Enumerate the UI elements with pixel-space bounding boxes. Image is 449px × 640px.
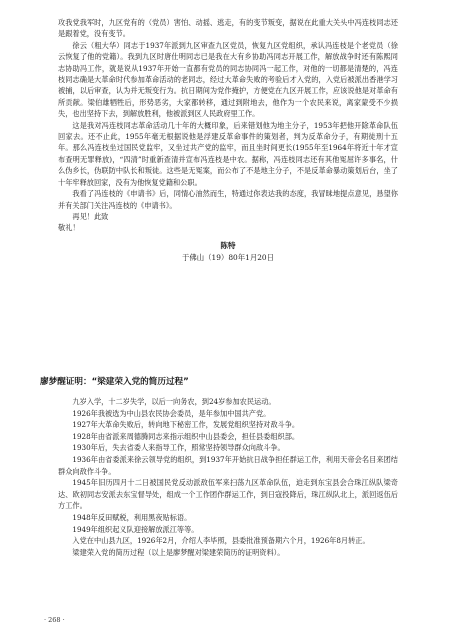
letter-body xyxy=(58,17,398,264)
letter-paragraph: 我看了冯连枝的《申请书》后，同情心油然而生，特通过你表达我的态度，我冒昧地提点意见，恳望你并有关部门关注冯连枝的《申请书》。 xyxy=(58,189,398,210)
section-paragraph: 1945年旧历四月十二日被国民党反动派敌伍军来扫荡九区革命队伍，迫走到东宝县会合珠江纵队梁奇达、欧初同志安派去东宝督导处，组成一个工作团作群运工作，到日寇投降后，珠江纵队北上，派回返伍后方工作。 xyxy=(58,478,398,511)
section-paragraph: 入党在中山县九区，1926年2月，介绍人李毕照，县委批准预备期六个月，1926年8月转正。 xyxy=(72,536,370,546)
signature-name: 陈特 xyxy=(220,240,236,250)
letter-salute: 敬礼！ xyxy=(58,223,80,233)
section-heading: 廖梦醒证明：“梁建荣入党的简历过程” xyxy=(40,377,189,387)
section-paragraph: 1930年后，失去省委人来指导工作，照常坚持领导群众向敌斗争。 xyxy=(72,443,285,453)
section-paragraph: 九岁入学，十二岁失学，以后一向务农，到24岁参加农民运动。 xyxy=(72,397,276,406)
section-body xyxy=(58,396,398,558)
letter-paragraph: 这是我对冯连枝同志革命活动几十年的大概印象，后来错划他为地主分子，1953年把他开除革命队伍回家去。还不止此，1955年毫无根据说他是浮建反革命事件的策划者，判为反革命分子，有期徒刑十五年。那么冯连枝坐过国民党监牢，又坐过共产党的监牢，而且坐时间更长(1955年至1964年将近十年才宣布查明无罪释放)，“四清”时重新查清并宣布冯连枝是中农。据称，冯连枝同志还有其他冤屈许多事名，什么伪乡长，伪联防中队长和叛徒。这些是无冤案，而公布了不是地主分子，不是反革命暴动策划后台，坐了十年牢释放回家，没有为他恢复党籍和公职。 xyxy=(58,120,398,187)
section-paragraph: 1928年由省派来周德腾同志来指示组织中山县委会，担任县委组织部。 xyxy=(72,431,300,441)
section-paragraph: 1926年我被选为中山县农民协会委员，是年参加中国共产党。 xyxy=(72,408,271,418)
signature-block xyxy=(58,240,398,264)
signature-place-date: 于佛山（19）80年1月20日 xyxy=(181,252,275,262)
section-paragraph: 1936年由省委派来徐云领导党的组织，到1937年开始抗日战争担任群运工作，利用天帝会名目来团结群众向敌作斗争。 xyxy=(58,454,398,476)
section-paragraph: 1927年大革命失败后，转向地下秘密工作，发展党组织坚持对敌斗争。 xyxy=(72,420,300,430)
section-paragraph: 梁建荣入党的简历过程（以上是廖梦醒对梁建荣简历的证明资料）。 xyxy=(72,547,285,557)
section-paragraph: 1949年组织起义队迎接解放派江等等。 xyxy=(72,524,199,534)
letter-paragraph: 攻我党我军时，九区党有的（党员）害怕、动摇、逃走，有的变节叛变，据说在此重大关头中冯连枝同志还是跟着党，没有变节。 xyxy=(58,18,398,39)
section-paragraph: 1948年反田赋税，利用黑夜贴标语。 xyxy=(72,512,192,522)
page-number: · 268 · xyxy=(44,616,65,624)
letter-paragraph: 再见！此致 xyxy=(72,211,109,221)
letter-paragraph: 徐云（粗大华）同志于1937年派到九区审查九区党员，恢复九区党组织，承认冯连枝是个老党员（徐云恢复了他的党籍）。我到九区时唐仕明同志已是我在大有乡协助冯同志开展工作，解放战争时还有陈熙同志协助冯工作，就是说从1937年开始一直都有党员的同志协同冯一起工作，对他的一切都是清楚的，冯连枝同志确是大革命时代参加革命活动的老同志，经过大革命失败的考验后才入党的，入党后被派出香港学习被捕，以后审查，认为并无叛变行为。抗日期间为党作掩护，方便党在九区开展工作，应该说他是对革命有所贡献。梁伯雄牺牲后，形势恶劣，大家都转移，通过到附地去，他作为一个农民来说，离家蒙受不少损失，也出坚持下去，到解放胜利，他被派到区人民政府里工作。 xyxy=(58,40,398,119)
